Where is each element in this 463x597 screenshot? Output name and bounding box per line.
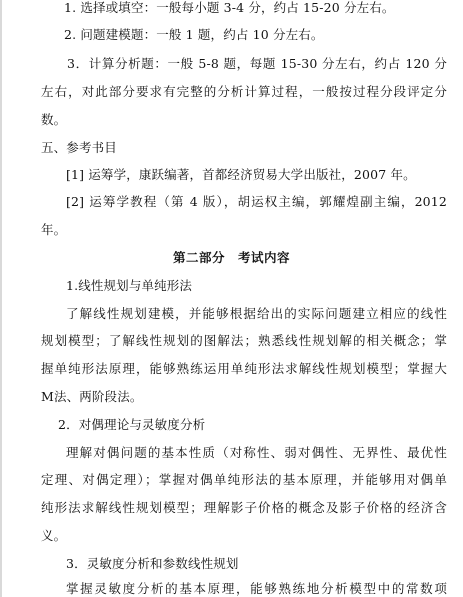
section1-paragraph-line-4: M法、两阶段法。 bbox=[41, 389, 143, 404]
reference-item-1: [1] 运筹学，康跃编著，首都经济贸易大学出版社，2007 年。 bbox=[66, 167, 416, 182]
exam-format-item-3-continued: 左右，对此部分要求有完整的分析计算过程，一般按过程分段评定分 bbox=[41, 84, 447, 99]
references-heading: 五、参考书目 bbox=[41, 140, 117, 155]
section1-paragraph-line-2: 规划模型；了解线性规划的图解法；熟悉线性规划解的相关概念；掌 bbox=[41, 333, 447, 348]
section1-paragraph-line-1: 了解线性规划建模，并能够根据给出的实际问题建立相应的线性 bbox=[66, 306, 447, 321]
section3-paragraph-line-1: 掌握灵敏度分析的基本原理，能够熟练地分析模型中的常数项 bbox=[66, 581, 447, 596]
exam-format-item-2: 2. 问题建模题：一般 1 题，约占 10 分左右。 bbox=[64, 27, 324, 42]
section2-paragraph-line-1: 理解对偶问题的基本性质（对称性、弱对偶性、无界性、最优性 bbox=[66, 445, 447, 460]
part-title: 第二部分 考试内容 bbox=[173, 250, 291, 265]
section2-title: 2．对偶理论与灵敏度分析 bbox=[58, 417, 206, 432]
reference-item-2: [2] 运筹学教程（第 4 版），胡运权主编，郭耀煌副主编，2012 bbox=[66, 194, 447, 209]
reference-item-2-end: 年。 bbox=[41, 222, 67, 237]
page-edge bbox=[0, 0, 2, 597]
section1-paragraph-line-3: 握单纯形法原理，能够熟练运用单纯形法求解线性规划模型；掌握大 bbox=[41, 361, 447, 376]
section1-title: 1.线性规划与单纯形法 bbox=[66, 278, 193, 293]
exam-format-item-3-end: 数。 bbox=[41, 112, 67, 127]
exam-format-item-3: 3．计算分析题：一般 5-8 题，每题 15-30 分左右，约占 120 分 bbox=[67, 56, 447, 71]
section2-paragraph-line-2: 定理、对偶定理）；掌握对偶单纯形法的基本原理，并能够用对偶单 bbox=[41, 472, 447, 487]
section3-title: 3．灵敏度分析和参数线性规划 bbox=[66, 556, 239, 571]
section2-paragraph-line-4: 义。 bbox=[41, 528, 67, 543]
exam-format-item-1: 1. 选择或填空：一般每小题 3-4 分，约占 15-20 分左右。 bbox=[64, 0, 395, 15]
section2-paragraph-line-3: 纯形法求解线性规划模型；理解影子价格的概念及影子价格的经济含 bbox=[41, 500, 447, 515]
